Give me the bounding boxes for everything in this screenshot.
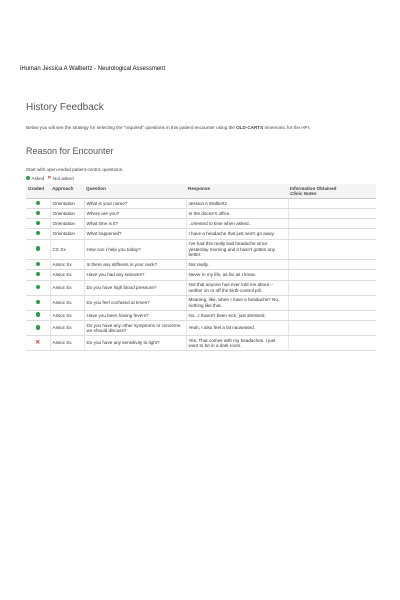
table-row xyxy=(26,295,376,310)
asked-dot-icon xyxy=(36,272,41,277)
response-cell: No...I haven't been sick, just stressed. xyxy=(186,310,288,320)
graded-cell xyxy=(26,209,50,219)
question-cell: Do you have high blood pressure? xyxy=(84,280,186,295)
response-cell: Not really. xyxy=(186,260,288,270)
response-cell: Meaning, like, when I have a headache? No, nothing like that. xyxy=(186,295,288,310)
question-cell: Have you been having fevers? xyxy=(84,310,186,320)
question-cell: How can I help you today? xyxy=(84,239,186,260)
clinic-notes-cell xyxy=(288,199,376,209)
clinic-notes-cell xyxy=(288,260,376,270)
response-cell: In the doctor's office. xyxy=(186,209,288,219)
response-cell: I have a headache that just won't go away. xyxy=(186,229,288,239)
clinic-notes-cell xyxy=(288,229,376,239)
graded-cell xyxy=(26,229,50,239)
asked-dot-icon xyxy=(36,231,41,236)
approach-cell: Assoc Sx xyxy=(50,280,84,295)
table-row xyxy=(26,199,376,209)
approach-cell: Assoc Sx xyxy=(50,336,84,351)
table-row xyxy=(26,229,376,239)
response-cell: Yes. That comes with my headaches. I just want to be in a dark room. xyxy=(186,336,288,351)
header-response: Response xyxy=(186,184,288,199)
asked-dot-icon xyxy=(36,262,41,267)
header-information-obtained xyxy=(288,184,376,199)
table-row xyxy=(26,239,376,260)
feedback-intro-text-end: mnemonic for the HPI. xyxy=(263,125,311,130)
table-row xyxy=(26,270,376,280)
approach-cell: Orientation xyxy=(50,229,84,239)
clinic-notes-cell xyxy=(288,219,376,229)
question-cell: Where are you? xyxy=(84,209,186,219)
approach-cell: Orientation xyxy=(50,199,84,209)
legend xyxy=(26,175,74,181)
response-cell: I've had this really bad headache since yesterday morning and it hasn't gotten any better. xyxy=(186,239,288,260)
clinic-notes-cell xyxy=(288,310,376,320)
question-cell: What happened? xyxy=(84,229,186,239)
history-feedback-heading: History Feedback xyxy=(26,102,104,113)
approach-cell: CC Sx xyxy=(50,239,84,260)
table-row xyxy=(26,310,376,320)
graded-cell xyxy=(26,336,50,351)
approach-cell: Assoc Sx xyxy=(50,310,84,320)
clinic-notes-cell xyxy=(288,209,376,219)
response-cell: Jessica A Walbertz xyxy=(186,199,288,209)
asked-dot-icon xyxy=(36,285,41,290)
table-row xyxy=(26,219,376,229)
asked-dot-icon xyxy=(36,246,41,251)
asked-dot-icon xyxy=(36,300,41,305)
graded-cell xyxy=(26,270,50,280)
graded-cell xyxy=(26,321,50,336)
question-cell: Do you have any sensitivity to light? xyxy=(84,336,186,351)
reason-intro: Start with open-ended patient-centric questions. xyxy=(26,167,124,172)
question-cell: Do you have any other symptoms or concerns we should discuss? xyxy=(84,321,186,336)
question-cell: Have you had any seizures? xyxy=(84,270,186,280)
header-info-label: Information Obtained xyxy=(290,185,337,191)
response-cell: ..oriented to time when asked.. xyxy=(186,219,288,229)
clinic-notes-cell xyxy=(288,280,376,295)
approach-cell: Assoc Sx xyxy=(50,270,84,280)
legend-asked-label: Asked xyxy=(31,175,45,181)
graded-cell xyxy=(26,260,50,270)
hpi-questions-table xyxy=(26,184,376,351)
feedback-intro xyxy=(26,125,366,131)
approach-cell: Orientation xyxy=(50,219,84,229)
approach-cell: Orientation xyxy=(50,209,84,219)
question-cell: Is there any stiffness in your neck? xyxy=(84,260,186,270)
graded-cell xyxy=(26,295,50,310)
feedback-intro-text: Below you will see the strategy for selecting the "required" questions in this patient encounter using the xyxy=(26,125,237,130)
question-cell: What is your name? xyxy=(84,199,186,209)
response-cell: Yeah, I also feel a bit nauseated. xyxy=(186,321,288,336)
header-clinic-notes: Clinic Notes xyxy=(290,191,317,197)
table-body xyxy=(26,199,376,351)
header-approach: Approach xyxy=(50,184,84,199)
not-asked-x-icon: ✕ xyxy=(35,339,41,346)
clinic-notes-cell xyxy=(288,295,376,310)
approach-cell: Assoc Sx xyxy=(50,260,84,270)
reason-for-encounter-heading: Reason for Encounter xyxy=(26,146,114,156)
header-graded: Graded xyxy=(26,184,50,199)
graded-cell xyxy=(26,310,50,320)
asked-dot-icon xyxy=(36,312,41,317)
clinic-notes-cell xyxy=(288,321,376,336)
graded-cell xyxy=(26,239,50,260)
graded-cell xyxy=(26,199,50,209)
asked-dot-icon xyxy=(36,201,41,206)
not-asked-x-icon: ✕ xyxy=(47,175,52,181)
clinic-notes-cell xyxy=(288,239,376,260)
table-row xyxy=(26,209,376,219)
table-row xyxy=(26,280,376,295)
graded-cell xyxy=(26,219,50,229)
asked-dot-icon xyxy=(36,325,41,330)
old-carts-label: OLD-CARTS xyxy=(236,125,264,130)
question-cell: Do you feel confused at times? xyxy=(84,295,186,310)
approach-cell: Assoc Sx xyxy=(50,321,84,336)
table-header-row xyxy=(26,184,376,199)
table-row xyxy=(26,260,376,270)
response-cell: Never in my life, as far as I know. xyxy=(186,270,288,280)
clinic-notes-cell xyxy=(288,336,376,351)
asked-dot-icon xyxy=(26,176,30,180)
question-cell: What time is it? xyxy=(84,219,186,229)
approach-cell: Assoc Sx xyxy=(50,295,84,310)
table-row xyxy=(26,321,376,336)
document-title: iHuman Jessica A Walbertz - Neurological Assessment xyxy=(20,66,166,72)
graded-cell xyxy=(26,280,50,295)
asked-dot-icon xyxy=(36,221,41,226)
header-question: Question xyxy=(84,184,186,199)
asked-dot-icon xyxy=(36,211,41,216)
legend-not-asked-label: Not asked xyxy=(52,175,74,181)
response-cell: Not that anyone has ever told me about -- neither on or off the birth-control pill. xyxy=(186,280,288,295)
table-row xyxy=(26,336,376,351)
clinic-notes-cell xyxy=(288,270,376,280)
